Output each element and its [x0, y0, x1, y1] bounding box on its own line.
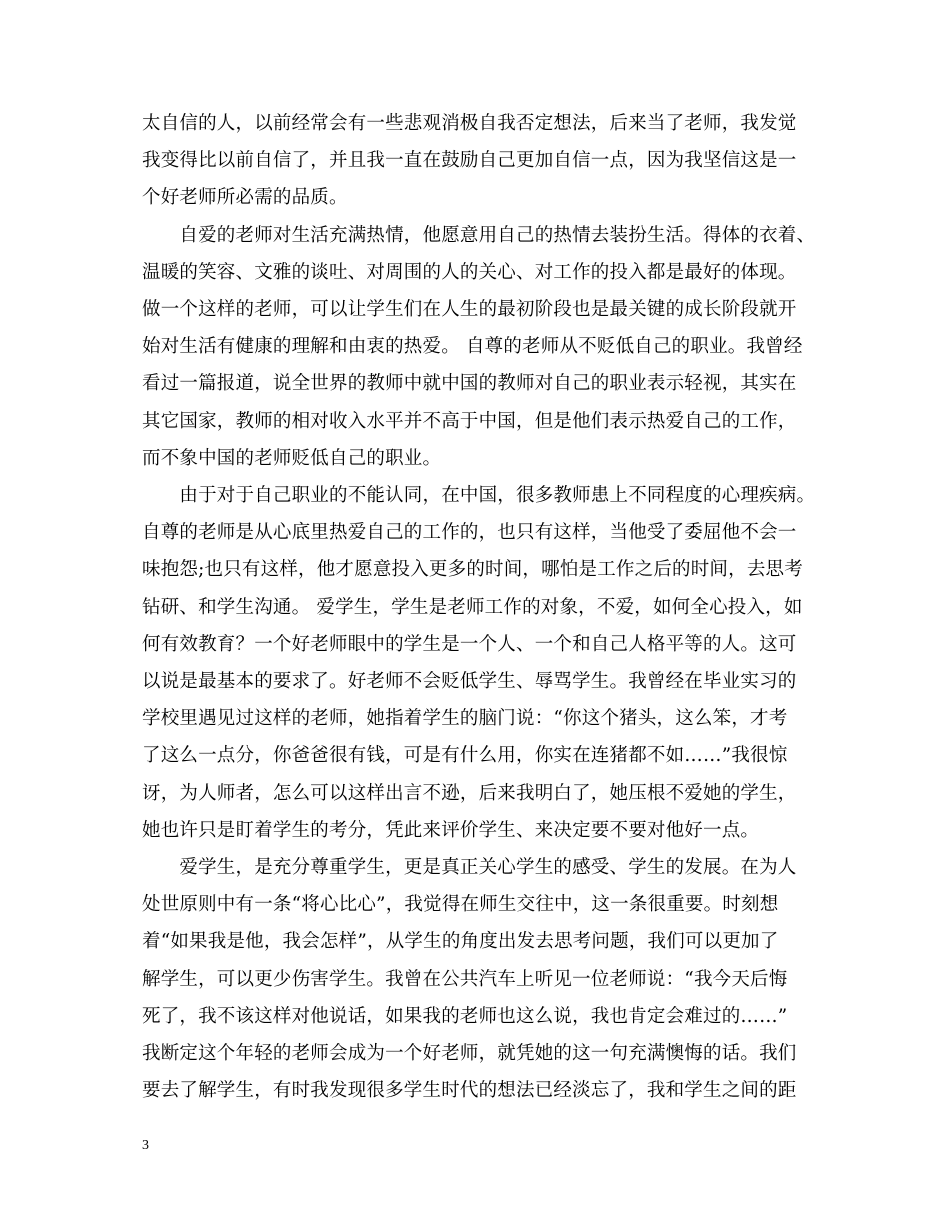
- text-line: 而不象中国的老师贬低自己的职业。: [142, 447, 442, 469]
- text-line: 由于对于自己职业的不能认同，在中国，很多教师患上不同程度的心理疾病。: [142, 485, 816, 506]
- text-line: 我断定这个年轻的老师会成为一个好老师，就凭她的这一句充满懊悔的话。我们: [142, 1043, 797, 1064]
- text-line: 了这么一点分，你爸爸很有钱，可是有什么用，你实在连猪都不如……”我很惊: [142, 745, 788, 767]
- text-line-last: 要去了解学生，有时我发现很多学生时代的想法已经淡忘了，我和学生之间的距: [142, 1080, 797, 1102]
- text-line: 解学生，可以更少伤害学生。我曾在公共汽车上听见一位老师说：“我今天后悔: [142, 968, 788, 990]
- text-line: 何有效教育？一个好老师眼中的学生是一个人、一个和自己人格平等的人。这可: [142, 633, 797, 655]
- text-line: 其它国家，教师的相对收入水平并不高于中国，但是他们表示热爱自己的工作，: [142, 410, 797, 432]
- text-line: 太自信的人，以前经常会有一些悲观消极自我否定想法，后来当了老师，我发觉: [142, 113, 797, 134]
- text-line: 以说是最基本的要求了。好老师不会贬低学生、辱骂学生。我曾经在毕业实习的: [142, 671, 797, 692]
- text-line: 个好老师所必需的品质。: [142, 187, 348, 209]
- text-line: 着“如果我是他，我会怎样”，从学生的角度出发去思考问题，我们可以更加了: [142, 931, 779, 953]
- text-line: 处世原则中有一条“将心比心”，我觉得在师生交往中，这一条很重要。时刻想: [142, 894, 779, 916]
- text-line: 爱学生，是充分尊重学生，更是真正关心学生的感受、学生的发展。在为人: [142, 857, 797, 878]
- text-line: 始对生活有健康的理解和由衷的热爱。 自尊的老师从不贬低自己的职业。我曾经: [142, 336, 803, 358]
- text-line: 味抱怨;也只有这样，他才愿意投入更多的时间，哪怕是工作之后的时间，去思考: [142, 559, 803, 581]
- text-line: 讶，为人师者，怎么可以这样出言不逊，后来我明白了，她压根不爱她的学生，: [142, 782, 797, 804]
- text-line: 我变得比以前自信了，并且我一直在鼓励自己更加自信一点，因为我坚信这是一: [142, 150, 797, 172]
- text-line: 她也许只是盯着学生的考分，凭此来评价学生、来决定要不要对他好一点。: [142, 819, 760, 841]
- text-line: 学校里遇见过这样的老师，她指着学生的脑门说：“你这个猪头，这么笨，才考: [142, 708, 788, 730]
- page-number: 3: [142, 1138, 149, 1153]
- text-line: 做一个这样的老师，可以让学生们在人生的最初阶段也是最关键的成长阶段就开: [142, 299, 797, 320]
- text-line: 钻研、和学生沟通。 爱学生，学生是老师工作的对象，不爱，如何全心投入，如: [142, 596, 803, 618]
- text-line: 自尊的老师是从心底里热爱自己的工作的，也只有这样，当他受了委屈他不会一: [142, 522, 797, 544]
- text-line: 看过一篇报道，说全世界的教师中就中国的教师对自己的职业表示轻视，其实在: [142, 373, 797, 395]
- text-line: 死了，我不该这样对他说话，如果我的老师也这么说，我也肯定会难过的……”: [142, 1005, 788, 1027]
- text-line: 温暖的笑容、文雅的谈吐、对周围的人的关心、对工作的投入都是最好的体现。: [142, 261, 797, 283]
- text-line: 自爱的老师对生活充满热情，他愿意用自己的热情去装扮生活。得体的衣着、: [142, 224, 816, 246]
